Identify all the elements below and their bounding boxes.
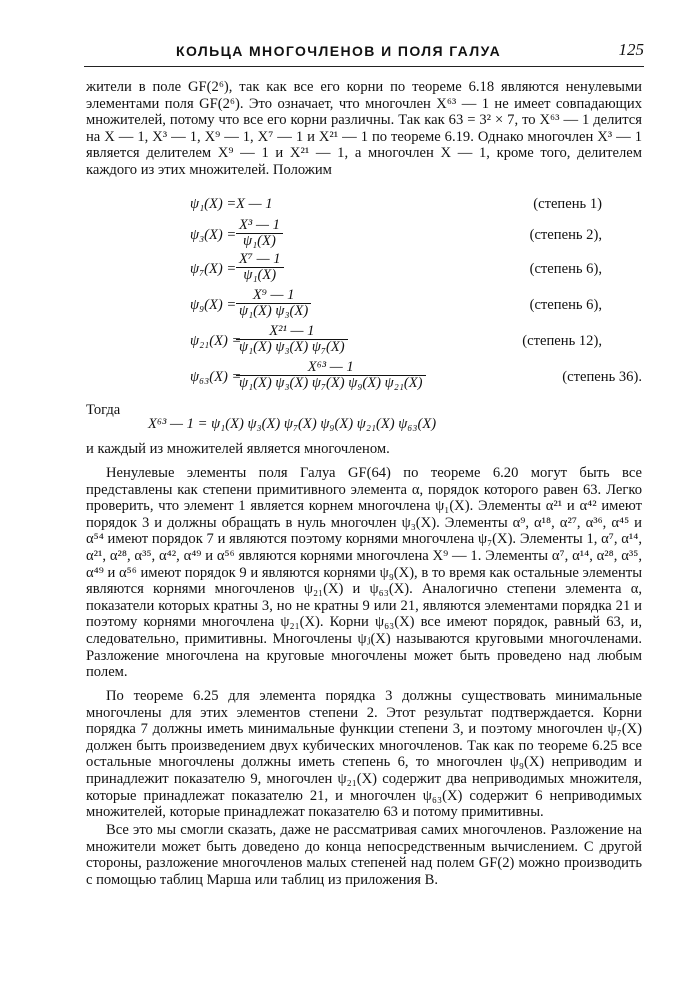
formula-degree: (степень 1) (533, 196, 602, 212)
page-header (84, 42, 644, 64)
formula-fraction (236, 218, 283, 249)
denominator: ψ₁(X) (243, 233, 276, 249)
formula-lhs: ψ₃(X) = (190, 227, 237, 243)
formula-degree: (степень 6), (529, 297, 602, 313)
paragraph-1: жители в поле GF(2⁶), так как все его корни по теореме 6.18 являются ненулевыми элементами поля GF(2⁶). Это означает, что многочлен X⁶³ — 1 не имеет совпадающих множителей, потому что все его корни различны. Так как 63 = 3² × 7, то X⁶³ — 1 делится на X — 1, X³ — 1, X⁹ — 1, X⁷ — 1 и X²¹ — 1 по теореме 6.19. Однако многочлен X³ — 1 является делителем X⁹ — 1 и X²¹ — 1, а многочлен X — 1, кроме того, делителем каждого из этих множителей. Положим (86, 79, 642, 178)
numerator: X²¹ — 1 (236, 324, 348, 340)
formula-degree: (степень 12), (522, 333, 602, 349)
formula-rhs: X — 1 (236, 196, 273, 212)
denominator: ψ₁(X) ψ₃(X) ψ₇(X) (239, 339, 345, 355)
formula-psi-3 (86, 218, 642, 248)
formula-psi-63 (86, 360, 642, 390)
paragraph-togda: Тогда (86, 402, 121, 418)
paragraph-2: и каждый из множителей является многочленом. (86, 441, 390, 457)
formula-fraction (236, 288, 311, 319)
header-rule (84, 66, 644, 67)
numerator: X⁹ — 1 (236, 288, 311, 304)
formula-degree: (степень 36). (562, 369, 642, 385)
page-number: 125 (618, 40, 644, 59)
denominator: ψ₁(X) ψ₃(X) (239, 303, 309, 319)
formula-degree: (степень 6), (529, 261, 602, 277)
formula-psi-21 (86, 324, 642, 354)
formula-psi-9 (86, 288, 642, 318)
formula-lhs: ψ₂₁(X) = (190, 333, 242, 349)
formula-block (86, 196, 642, 396)
formula-lhs: ψ₁(X) = (190, 196, 237, 212)
formula-fraction (236, 324, 348, 355)
formula-degree: (степень 2), (529, 227, 602, 243)
denominator: ψ₁(X) ψ₃(X) ψ₇(X) ψ₉(X) ψ₂₁(X) (239, 375, 423, 391)
paragraph-3: Ненулевые элементы поля Галуа GF(64) по теореме 6.20 могут быть все представлены как степени примитивного элемента α, порядок которого равен 63. Легко проверить, что элемент 1 является корнем многочлена ψ₁(X). Элементы α²¹ и α⁴² имеют порядок 3 и должны обращать в нуль многочлен ψ₃(X). Элементы α⁹, α¹⁸, α²⁷, α³⁶, α⁴⁵ и α⁵⁴ имеют порядок 7 и являются поэтому корнями многочлена ψ₇(X). Элементы 1, α⁷, α¹⁴, α²¹, α²⁸, α³⁵, α⁴², α⁴⁹ и α⁵⁶ являются корнями многочлена X⁹ — 1. Элементы α⁷, α¹⁴, α²⁸, α³⁵, α⁴⁹ и α⁵⁶ имеют порядок 9 и являются корнями ψ₉(X), в то время как остальные элементы являются корнями многочленов ψ₂₁(X) и ψ₆₃(X). Аналогично степени элемента α, показатели которых кратны 3, но не кратны 9 или 21, являются элементами порядка 21 и поэтому корнями многочлена ψ₂₁(X). Корни ψ₆₃(X) все имеют порядок, равный 63, и, следовательно, примитивны. Многочлены ψⱼ(X) называются круговыми многочленами. Разложение многочлена на круговые многочлены может быть проведено над любым полем. (86, 465, 642, 681)
formula-psi-7 (86, 252, 642, 282)
formula-lhs: ψ₆₃(X) = (190, 369, 242, 385)
formula-fraction (236, 360, 426, 391)
numerator: X⁷ — 1 (236, 252, 284, 268)
numerator: X⁶³ — 1 (236, 360, 426, 376)
running-head: КОЛЬЦА МНОГОЧЛЕНОВ И ПОЛЯ ГАЛУА (176, 43, 502, 59)
product-formula: X⁶³ — 1 = ψ₁(X) ψ₃(X) ψ₇(X) ψ₉(X) ψ₂₁(X) ψ₆₃(X) (148, 416, 437, 432)
denominator: ψ₁(X) (243, 267, 277, 283)
formula-lhs: ψ₇(X) = (190, 261, 237, 277)
formula-fraction (236, 252, 284, 283)
paragraph-4: По теореме 6.25 для элемента порядка 3 должны существовать минимальные многочлены для этих элементов степени 2. Этот результат подтверждается. Корни порядка 7 должны иметь минимальные функции степени 3, и поэтому многочлен ψ₇(X) должен быть произведением двух кубических многочленов. Так как по теореме 6.25 все остальные многочлены должны иметь степень 6, то многочлен ψ₉(X) неприводим и принадлежит показателю 9, многочлен ψ₂₁(X) содержит два неприводимых множителя, которые принадлежат показателю 21, и многочлен ψ₆₃(X) содержит 6 неприводимых множителей, которые принадлежат показателю 63 и потому примитивны. (86, 688, 642, 821)
paragraph-5: Все это мы смогли сказать, даже не рассматривая самих многочленов. Разложение на множители может быть доведено до конца непосредственным вычислением. С другой стороны, разложение многочленов малых степеней над полем GF(2) можно производить с помощью таблиц Марша или таблиц из приложения В. (86, 822, 642, 888)
formula-lhs: ψ₉(X) = (190, 297, 237, 313)
numerator: X³ — 1 (236, 218, 283, 234)
